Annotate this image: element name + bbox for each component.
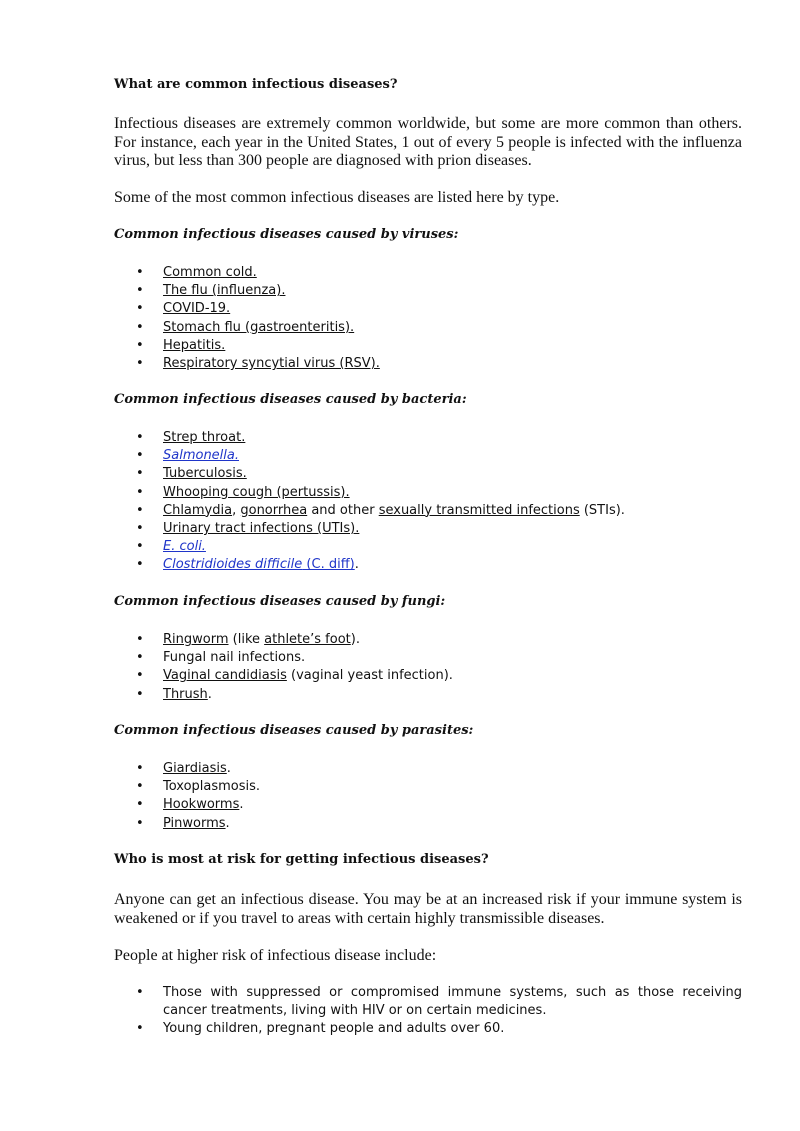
list-item [114, 1020, 742, 1038]
link-stomach-flu[interactable]: Stomach flu (gastroenteritis). [163, 319, 355, 335]
subheading-parasites: Common infectious diseases caused by parasites: [114, 723, 474, 738]
link-gonorrhea[interactable]: gonorrhea [240, 502, 308, 518]
inline-text: ). [350, 632, 360, 647]
link-giardiasis[interactable]: Giardiasis [163, 761, 227, 776]
higher-risk-paragraph: People at higher risk of infectious disease include: [114, 947, 437, 964]
types-paragraph: Some of the most common infectious diseases are listed here by type. [114, 189, 560, 206]
intro-paragraph: Infectious diseases are extremely common worldwide, but some are more common than others. For instance, each year in the United States, 1 out of every 5 people is infected with the influenza virus, but less than 300 people are diagnosed with prion diseases. [114, 115, 742, 169]
link-thrush[interactable]: Thrush [163, 686, 208, 702]
list-item [114, 796, 742, 814]
list-item [114, 355, 742, 373]
cdiff-abbrev[interactable]: (C. diff) [302, 557, 355, 573]
parasites-list [114, 760, 742, 833]
fungi-list [114, 631, 742, 704]
period-text: . [239, 797, 244, 813]
list-item [114, 649, 742, 667]
list-item [114, 520, 742, 538]
inline-text: (vaginal yeast infection). [286, 668, 453, 684]
link-strep[interactable]: Strep throat. [163, 430, 246, 445]
list-item [114, 631, 742, 649]
link-athletes-foot[interactable]: athlete’s foot [264, 632, 351, 647]
list-item [114, 264, 742, 282]
list-item [114, 337, 742, 355]
link-rsv[interactable]: Respiratory syncytial virus (RSV). [163, 356, 380, 372]
link-hookworms[interactable]: Hookworms [163, 797, 240, 813]
link-uti[interactable]: Urinary tract infections (UTIs). [163, 521, 360, 537]
list-item [114, 447, 742, 465]
list-item [114, 319, 742, 337]
link-hepatitis[interactable]: Hepatitis. [163, 337, 226, 353]
link-tuberculosis[interactable]: Tuberculosis. [163, 466, 247, 482]
age-risk-text: Young children, pregnant people and adults over 60. [163, 1021, 505, 1037]
period-text: . [225, 815, 230, 831]
list-item [114, 667, 742, 685]
link-sti[interactable]: sexually transmitted infections [378, 502, 580, 518]
subheading-fungi: Common infectious diseases caused by fungi: [114, 594, 446, 609]
link-ecoli[interactable]: E. coli. [163, 539, 206, 555]
list-item [114, 815, 742, 833]
link-vaginal-candidiasis[interactable]: Vaginal candidiasis [163, 668, 287, 684]
heading-risk: Who is most at risk for getting infectious diseases? [114, 852, 489, 867]
risk-paragraph: Anyone can get an infectious disease. You may be at an increased risk if your immune system is weakened or if you travel to areas with certain highly transmissible diseases. [114, 891, 742, 927]
link-whooping-cough[interactable]: Whooping cough (pertussis). [163, 484, 350, 500]
period-text: . [354, 557, 359, 573]
inline-text: (like [228, 632, 265, 647]
link-cdiff[interactable]: Clostridioides difficile [163, 557, 303, 573]
list-item [114, 984, 742, 1020]
virus-list [114, 264, 742, 373]
link-common-cold[interactable]: Common cold. [163, 265, 257, 280]
link-covid[interactable]: COVID-19. [163, 301, 231, 317]
period-text: . [207, 686, 212, 702]
list-item [114, 778, 742, 796]
immune-risk-text: Those with suppressed or compromised immune systems, such as those receiving cancer treatments, living with HIV or on certain medicines. [163, 985, 742, 1019]
link-salmonella[interactable]: Salmonella. [163, 448, 240, 464]
separator-text: , [232, 502, 241, 518]
link-chlamydia[interactable]: Chlamydia [163, 502, 233, 518]
bacteria-list [114, 429, 742, 575]
list-item [114, 484, 742, 502]
link-flu[interactable]: The flu (influenza). [163, 283, 286, 299]
list-item [114, 760, 742, 778]
link-ringworm[interactable]: Ringworm [163, 632, 229, 647]
link-pinworms[interactable]: Pinworms [163, 815, 226, 831]
list-item [114, 556, 742, 574]
period-text: . [226, 761, 231, 776]
subheading-viruses: Common infectious diseases caused by viruses: [114, 227, 459, 242]
heading-common-diseases: What are common infectious diseases? [114, 77, 398, 92]
list-item [114, 686, 742, 704]
list-item [114, 538, 742, 556]
toxoplasmosis-text: Toxoplasmosis. [163, 779, 261, 795]
list-item [114, 282, 742, 300]
list-item [114, 429, 742, 447]
nail-infection-text: Fungal nail infections. [163, 650, 306, 666]
sti-abbrev: (STIs). [579, 502, 625, 518]
subheading-bacteria: Common infectious diseases caused by bacteria: [114, 392, 467, 407]
list-item [114, 465, 742, 483]
list-item [114, 300, 742, 318]
list-item [114, 502, 742, 520]
risk-list [114, 984, 742, 1039]
connector-text: and other [307, 502, 379, 518]
